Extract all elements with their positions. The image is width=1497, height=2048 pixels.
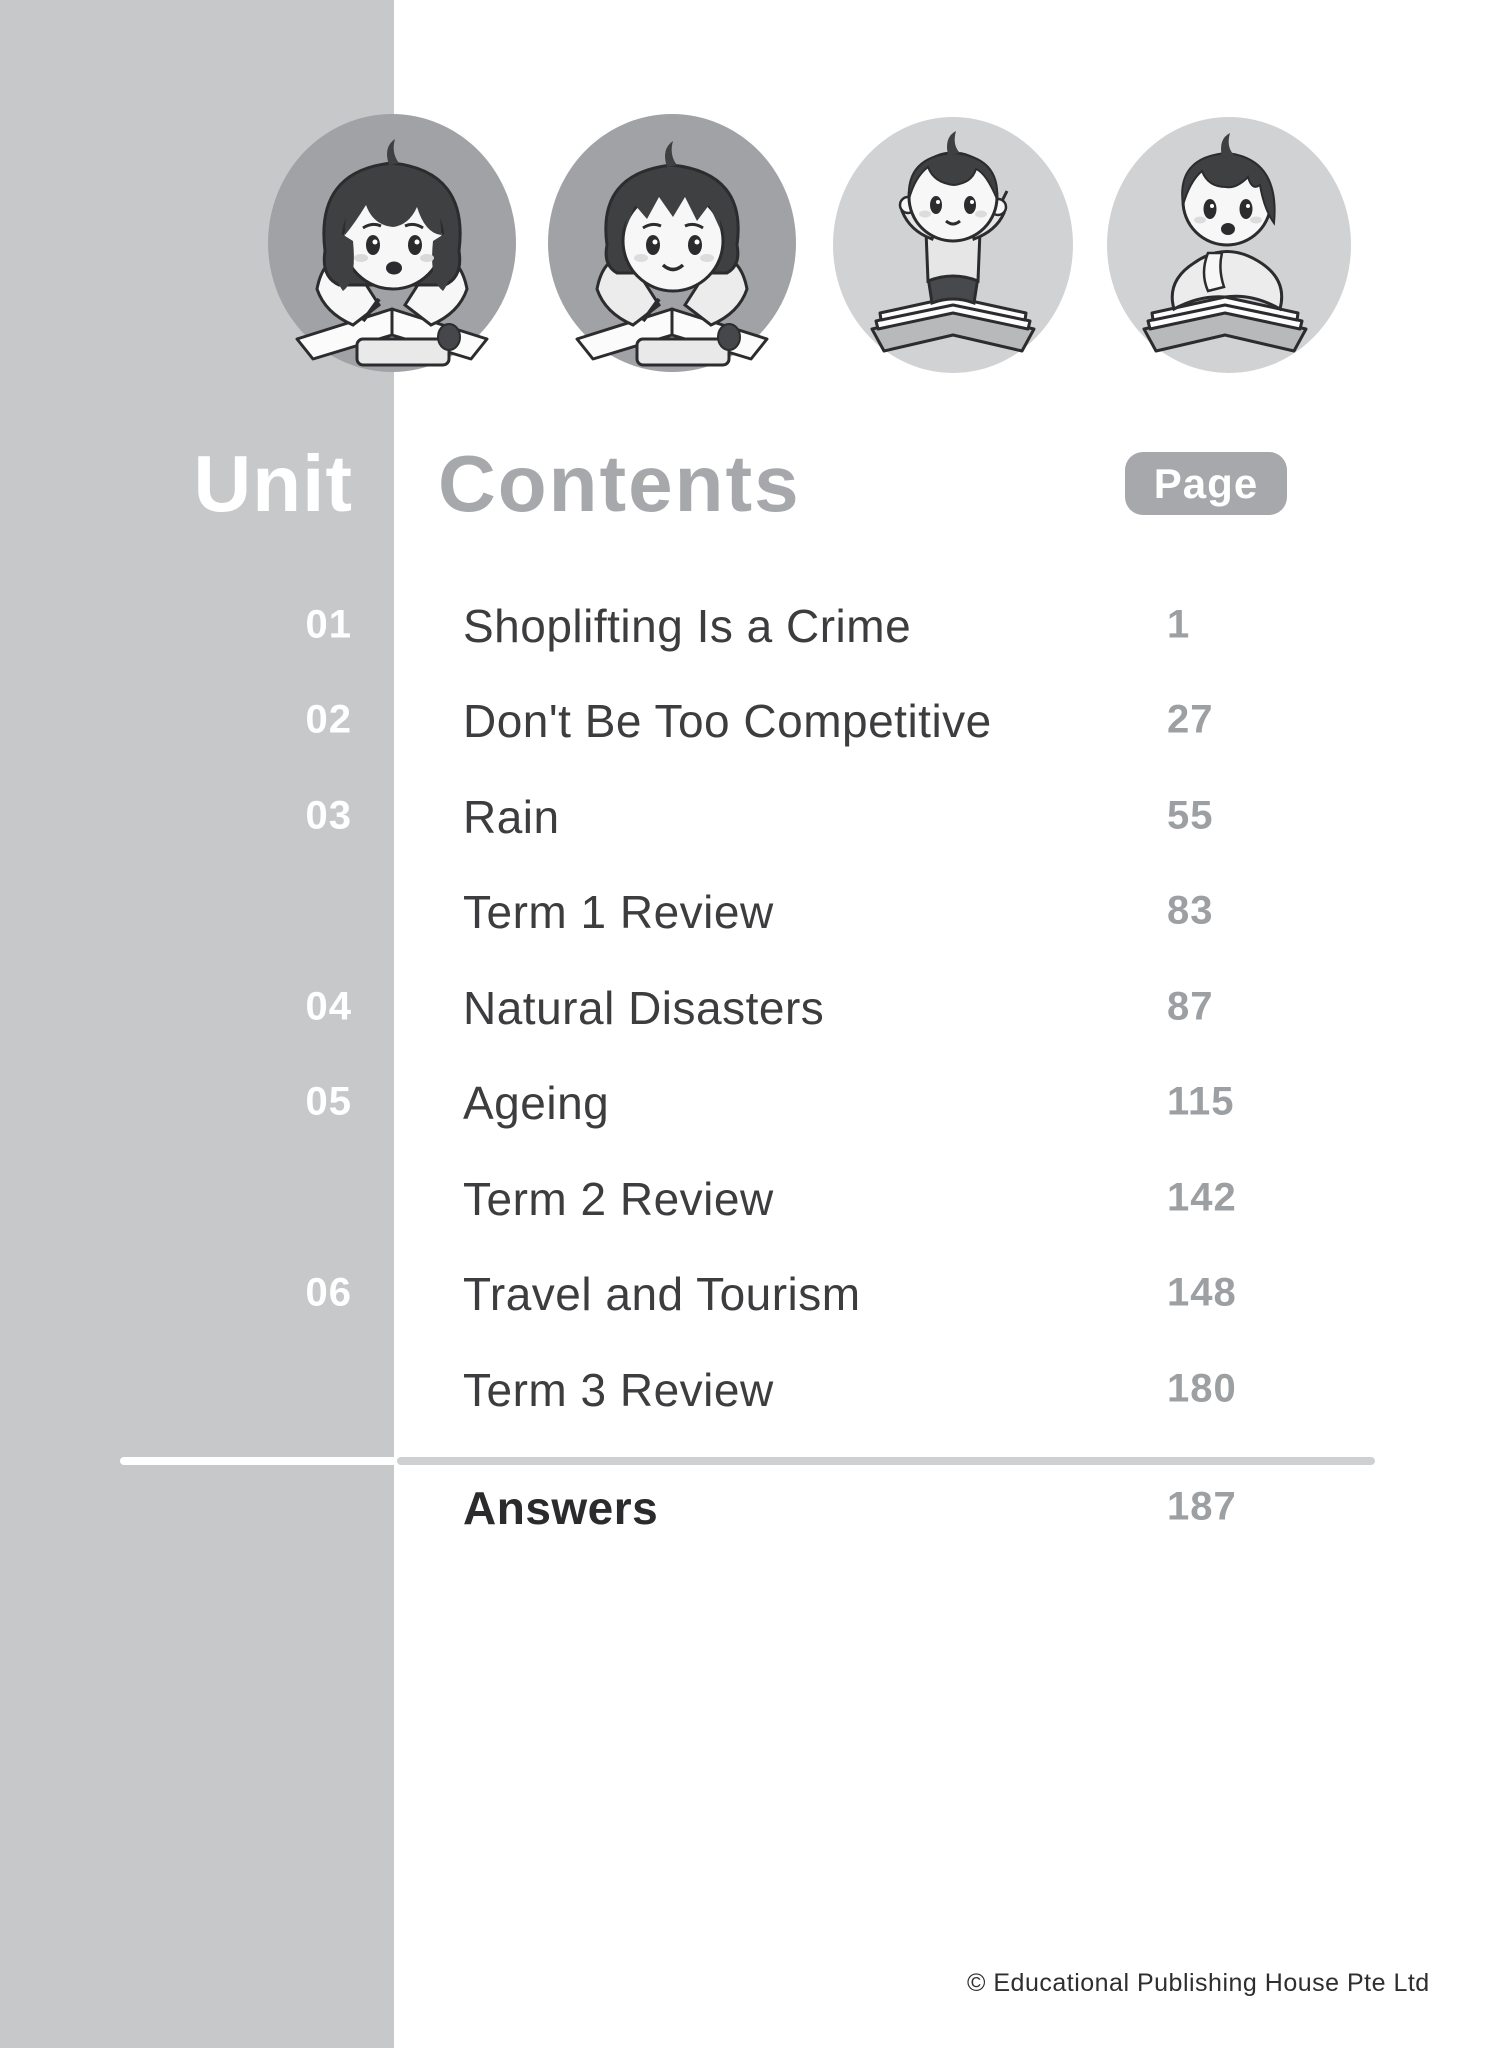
toc-row <box>0 674 1497 770</box>
toc-item-page-number: 1 <box>1167 602 1191 647</box>
toc-item-page-number: 148 <box>1167 1270 1237 1315</box>
toc-row <box>0 1342 1497 1438</box>
toc-item-title: Rain <box>463 790 560 843</box>
copyright-footer: © Educational Publishing House Pte Ltd <box>967 1969 1430 1997</box>
page-column-heading-pill <box>1125 452 1287 515</box>
unit-number: 03 <box>305 793 352 838</box>
toc-row <box>0 1056 1497 1152</box>
answers-row <box>0 1478 1497 1538</box>
unit-number: 04 <box>305 984 352 1029</box>
toc-item-title: Shoplifting Is a Crime <box>463 599 912 652</box>
divider-line-content-segment <box>397 1457 1375 1465</box>
toc-item-page-number: 180 <box>1167 1366 1237 1411</box>
toc-item-title: Don't Be Too Competitive <box>463 695 992 748</box>
toc-item-title: Ageing <box>463 1077 610 1130</box>
girl-on-open-book-avatar-icon <box>1104 113 1354 373</box>
unit-number: 01 <box>305 602 352 647</box>
toc-rows <box>0 578 1497 1438</box>
toc-item-page-number: 142 <box>1167 1175 1237 1220</box>
girl-writing-avatar-icon <box>267 113 517 373</box>
boy-writing-avatar-icon <box>547 113 797 373</box>
toc-item-title: Term 2 Review <box>463 1172 774 1225</box>
toc-row <box>0 1247 1497 1343</box>
toc-row <box>0 769 1497 865</box>
toc-item-title: Term 1 Review <box>463 886 774 939</box>
answers-title: Answers <box>463 1482 659 1534</box>
divider-line-band-segment <box>120 1457 397 1465</box>
unit-column-heading: Unit <box>193 439 353 528</box>
toc-row <box>0 960 1497 1056</box>
toc-item-title: Travel and Tourism <box>463 1268 861 1321</box>
toc-item-page-number: 55 <box>1167 793 1214 838</box>
toc-row <box>0 578 1497 674</box>
boy-on-open-book-avatar-icon <box>828 113 1078 373</box>
toc-item-title: Natural Disasters <box>463 981 825 1034</box>
unit-number: 02 <box>305 697 352 742</box>
answers-page-number: 187 <box>1167 1484 1237 1529</box>
toc-item-title: Term 3 Review <box>463 1363 774 1416</box>
toc-item-page-number: 115 <box>1167 1079 1235 1124</box>
page-column-heading-label: Page <box>1153 459 1259 507</box>
toc-item-page-number: 27 <box>1167 697 1214 742</box>
unit-number: 05 <box>305 1079 352 1124</box>
toc-row <box>0 1151 1497 1247</box>
toc-row <box>0 865 1497 961</box>
toc-item-page-number: 87 <box>1167 984 1214 1029</box>
page-title: Contents <box>438 439 801 528</box>
toc-item-page-number: 83 <box>1167 888 1214 933</box>
unit-number: 06 <box>305 1270 352 1315</box>
